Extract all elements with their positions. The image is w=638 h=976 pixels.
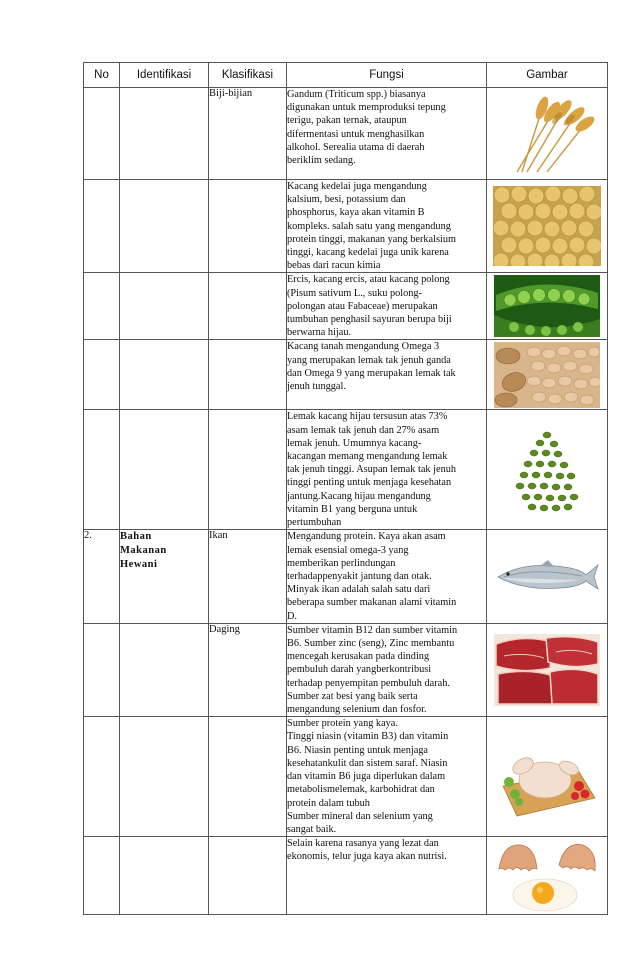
cell-klasifikasi [209, 717, 287, 837]
cell-fungsi: Lemak kacang hijau tersusun atas 73% asam lemak tak jenuh dan 27% asam lemak jenuh. Umumnya kacang- kacangan memang mengandung lemak tak jenuh tinggi. Asupan lemak tak jenuh tinggi penting untuk menjaga kesehatan jantung.Kacang hijau mengandung vitamin B1 yang berguna untuk pertumbuhan [287, 410, 487, 530]
chicken-image [495, 736, 599, 818]
mung-bean-image [512, 427, 582, 513]
table-row [84, 340, 608, 410]
cell-identifikasi [120, 717, 209, 837]
header-gambar: Gambar [487, 63, 608, 88]
header-no: No [84, 63, 120, 88]
cell-identifikasi [120, 410, 209, 530]
pea-image [494, 275, 600, 337]
table-row [84, 623, 608, 716]
cell-no [84, 717, 120, 837]
cell-fungsi: Selain karena rasanya yang lezat dan ekonomis, telur juga kaya akan nutrisi. [287, 837, 487, 915]
cell-klasifikasi [209, 180, 287, 273]
cell-klasifikasi: Daging [209, 623, 287, 716]
cell-identifikasi [120, 340, 209, 410]
food-classification-table [83, 62, 608, 915]
cell-klasifikasi: Ikan [209, 530, 287, 623]
cell-no [84, 180, 120, 273]
cell-no [84, 88, 120, 180]
wheat-image [497, 94, 597, 174]
cell-klasifikasi [209, 410, 287, 530]
cell-identifikasi: Bahan Makanan Hewani [120, 530, 209, 623]
table-row [84, 88, 608, 180]
cell-identifikasi [120, 88, 209, 180]
peanut-image [494, 342, 600, 408]
cell-fungsi: Ercis, kacang ercis, atau kacang polong (Pisum sativum L., suku polong- polongan atau Fabaceae) merupakan tumbuhan penghasil sayuran berupa biji berwarna hijau. [287, 273, 487, 340]
cell-fungsi: Mengandung protein. Kaya akan asam lemak esensial omega-3 yang memberikan perlindungan terhadappenyakit jantung dan otak. Minyak ikan adalah salah satu dari beberapa sumber makanan alami vitamin D. [287, 530, 487, 623]
egg-image [495, 839, 599, 913]
cell-gambar [487, 623, 608, 716]
header-identifikasi: Identifikasi [120, 63, 209, 88]
cell-fungsi: Gandum (Triticum spp.) biasanya digunakan untuk memproduksi tepung terigu, pakan ternak, ataupun difermentasi untuk menghasilkan alkohol. Serealia utama di daerah beriklim sedang. [287, 88, 487, 180]
cell-no [84, 340, 120, 410]
cell-identifikasi [120, 273, 209, 340]
cell-no [84, 273, 120, 340]
cell-fungsi: Sumber vitamin B12 dan sumber vitamin B6. Sumber zinc (seng), Zinc membantu mencegah kerusakan pada dinding pembuluh darah yangberkontribusi terhadap penyempitan pembuluh darah. Sumber zat besi yang baik serta mengandung selenium dan fosfor. [287, 623, 487, 716]
cell-identifikasi [120, 623, 209, 716]
cell-fungsi: Sumber protein yang kaya. Tinggi niasin (vitamin B3) dan vitamin B6. Niasin penting untuk menjaga kesehatankulit dan sistem saraf. Niasin dan vitamin B6 juga diperlukan dalam metabolismelemak, karbohidrat dan protein dalam tubuh Sumber mineral dan selenium yang sangat baik. [287, 717, 487, 837]
header-fungsi: Fungsi [287, 63, 487, 88]
cell-no [84, 837, 120, 915]
table-row [84, 410, 608, 530]
table-row [84, 530, 608, 623]
cell-fungsi: Kacang kedelai juga mengandung kalsium, besi, potassium dan phosphorus, kaya akan vitamin B kompleks. salah satu yang mengandung protein tinggi, makanan yang berkalsium tinggi, kacang kedelai juga unik karena bebas dari racun kimia [287, 180, 487, 273]
cell-gambar [487, 273, 608, 340]
cell-identifikasi [120, 180, 209, 273]
header-row [84, 63, 608, 88]
cell-fungsi: Kacang tanah mengandung Omega 3 yang merupakan lemak tak jenuh ganda dan Omega 9 yang merupakan lemak tak jenuh tunggal. [287, 340, 487, 410]
cell-gambar [487, 837, 608, 915]
table-row [84, 717, 608, 837]
table-row [84, 837, 608, 915]
cell-klasifikasi [209, 273, 287, 340]
meat-image [494, 634, 600, 706]
table-row [84, 273, 608, 340]
cell-gambar [487, 340, 608, 410]
cell-gambar [487, 88, 608, 180]
table-row [84, 180, 608, 273]
cell-no [84, 623, 120, 716]
fish-image [494, 557, 600, 597]
header-klasifikasi: Klasifikasi [209, 63, 287, 88]
soybean-image [493, 186, 601, 266]
cell-gambar [487, 530, 608, 623]
cell-klasifikasi: Biji-bijian [209, 88, 287, 180]
cell-gambar [487, 717, 608, 837]
cell-gambar [487, 410, 608, 530]
cell-klasifikasi [209, 340, 287, 410]
cell-gambar [487, 180, 608, 273]
cell-klasifikasi [209, 837, 287, 915]
cell-no: 2. [84, 530, 120, 623]
cell-identifikasi [120, 837, 209, 915]
cell-no [84, 410, 120, 530]
